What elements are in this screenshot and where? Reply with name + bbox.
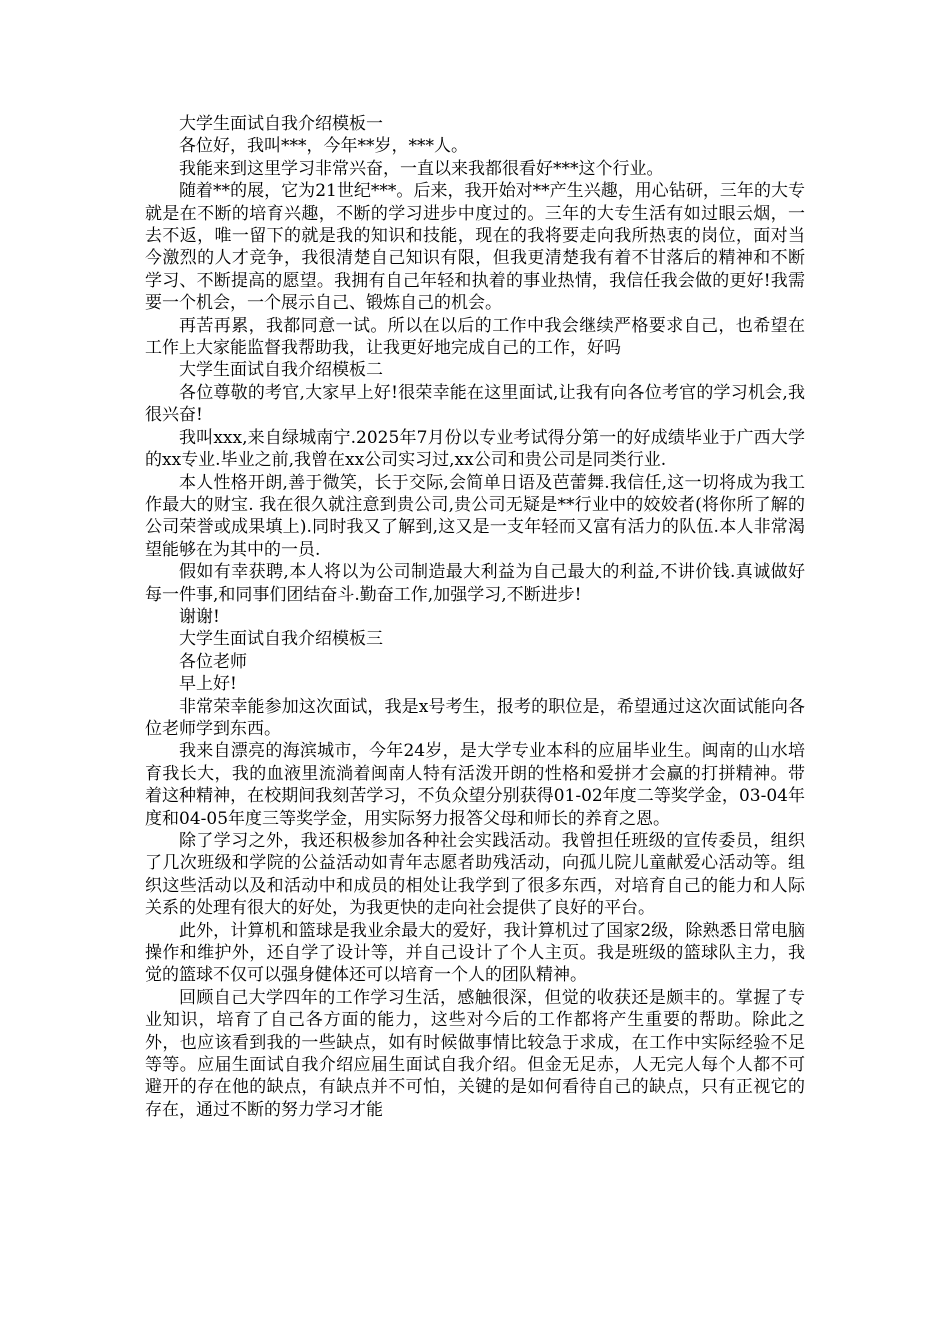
paragraph: 我叫xxx,来自绿城南宁.2025年7月份以专业考试得分第一的好成绩毕业于广西大学的xx专业.毕业之前,我曾在xx公司实习过,xx公司和贵公司是同类行业. [145, 427, 805, 471]
paragraph: 各位好，我叫***，今年**岁，***人。 [179, 136, 468, 157]
paragraph: 非常荣幸能参加这次面试，我是x号考生，报考的职位是，希望通过这次面试能向各位老师学到东西。 [145, 696, 805, 739]
paragraph: 各位尊敬的考官,大家早上好!很荣幸能在这里面试,让我有向各位考官的学习机会,我很兴奋! [145, 382, 805, 426]
paragraph: 回顾自己大学四年的工作学习生活，感触很深，但觉的收获还是颇丰的。掌握了专业知识，培育了自己各方面的能力，这些对今后的工作都将产生重要的帮助。除此之外，也应该看到我的一些缺点，如有时候做事情比较急于求成，在工作中实际经验不足等等。应届生面试自我介绍应届生面试自我介绍。但金无足赤，人无完人每个人都不可避开的存在他的缺点，有缺点并不可怕，关键的是如何看待自己的缺点，只有正视它的存在，通过不断的努力学习才能 [145, 987, 805, 1120]
paragraph: 此外，计算机和篮球是我业余最大的爱好，我计算机过了国家2级，除熟悉日常电脑操作和维护外，还自学了设计等，并自己设计了个人主页。我是班级的篮球队主力，我觉的篮球不仅可以强身健体还可以培育一个人的团队精神。 [145, 920, 805, 986]
paragraph: 本人性格开朗,善于微笑，长于交际,会简单日语及芭蕾舞.我信任,这一切将成为我工作最大的财宝. 我在很久就注意到贵公司,贵公司无疑是**行业中的姣姣者(将你所了解的公司荣誉或成果填上).同时我又了解到,这又是一支年轻而又富有活力的队伍.本人非常渴望能够在为其中的一员. [145, 472, 805, 560]
paragraph: 随着**的展，它为21世纪***。后来，我开始对**产生兴趣，用心钻研，三年的大专就是在不断的培育兴趣，不断的学习进步中度过的。三年的大专生活有如过眼云烟，一去不返，唯一留下的就是我的知识和技能，现在的我将要走向我所热衷的岗位，面对当今激烈的人才竞争，我很清楚自己知识有限，但我更清楚我有着不甘落后的精神和不断学习、不断提高的愿望。我拥有自己年轻和执着的事业热情，我信任我会做的更好!我需要一个机会，一个展示自己、锻炼自己的机会。 [145, 181, 805, 314]
paragraph: 假如有幸获聘,本人将以为公司制造最大利益为自己最大的利益,不讲价钱.真诚做好每一件事,和同事们团结奋斗.勤奋工作,加强学习,不断进步! [145, 562, 805, 605]
document-body [145, 113, 805, 1121]
section-heading-3: 大学生面试自我介绍模板三 [179, 629, 383, 650]
section-heading-1: 大学生面试自我介绍模板一 [179, 114, 383, 134]
paragraph: 谢谢! [179, 606, 220, 627]
paragraph: 除了学习之外，我还积极参加各种社会实践活动。我曾担任班级的宣传委员，组织了几次班级和学院的公益活动如青年志愿者助残活动，向孤儿院儿童献爱心活动等。组织这些活动以及和活动中和成员的相处让我学到了很多东西，对培育自己的能力和人际关系的处理有很大的好处，为我更快的走向社会提供了良好的平台。 [145, 831, 805, 919]
paragraph: 再苦再累，我都同意一试。所以在以后的工作中我会继续严格要求自己，也希望在工作上大家能监督我帮助我，让我更好地完成自己的工作，好吗 [145, 315, 805, 359]
paragraph: 我来自漂亮的海滨城市，今年24岁，是大学专业本科的应届毕业生。闽南的山水培育我长大，我的血液里流淌着闽南人特有活泼开朗的性格和爱拼才会赢的打拼精神。带着这种精神，在校期间我刻苦学习，不负众望分别获得01-02年度二等奖学金，03-04年度和04-05年度三等奖学金，用实际努力报答父母和师长的养育之恩。 [145, 741, 805, 829]
paragraph: 各位老师 [179, 651, 247, 672]
section-heading-2: 大学生面试自我介绍模板二 [179, 360, 383, 381]
paragraph: 早上好! [179, 674, 237, 695]
paragraph: 我能来到这里学习非常兴奋，一直以来我都很看好***这个行业。 [179, 158, 664, 179]
